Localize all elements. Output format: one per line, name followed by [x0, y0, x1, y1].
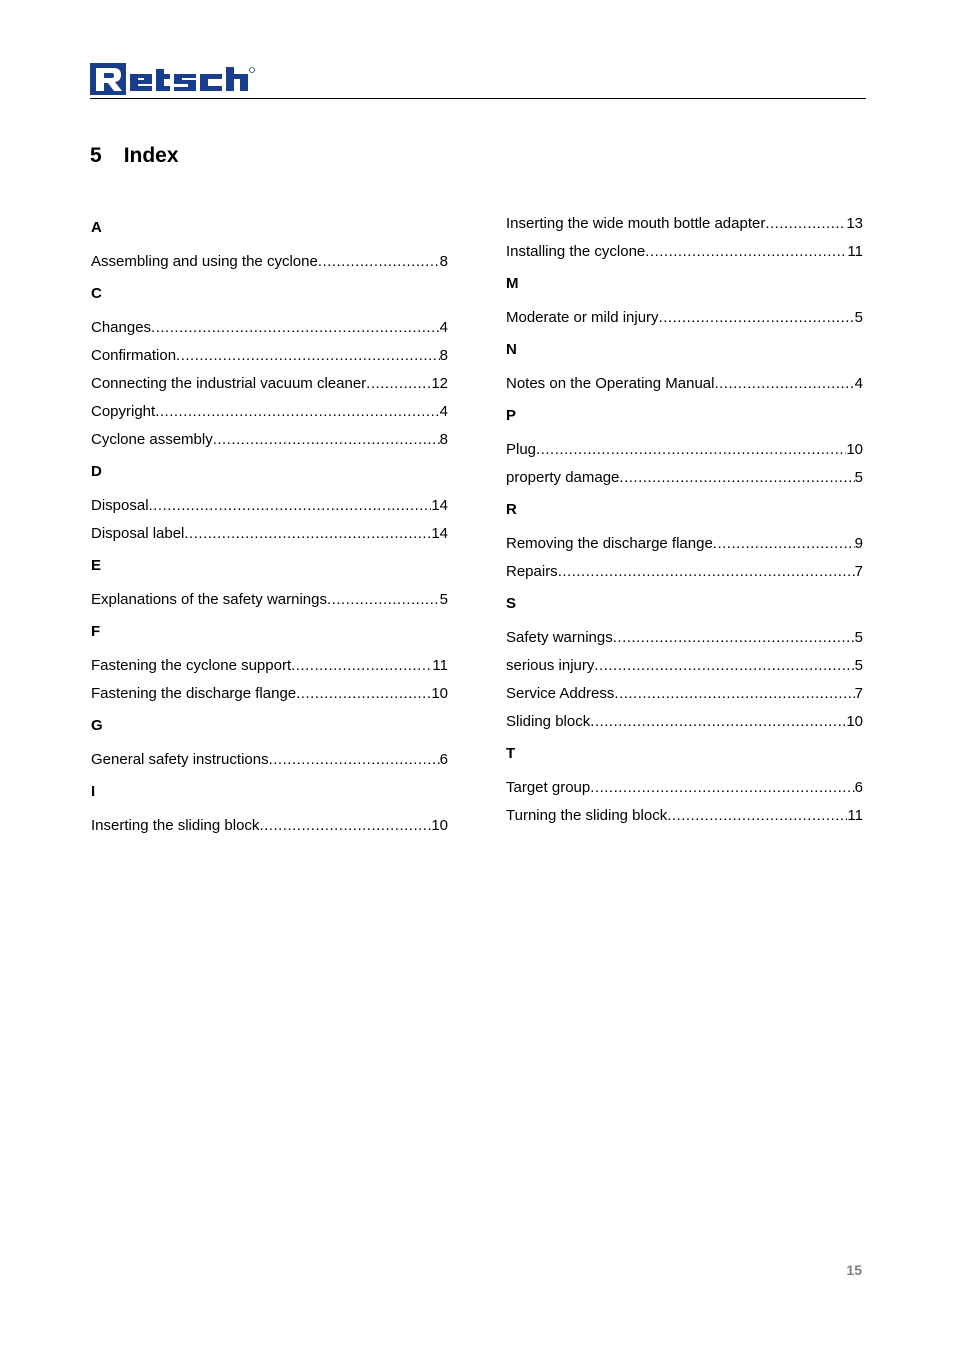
- index-entry-page: 5: [854, 629, 863, 646]
- index-entry-leader: [291, 652, 432, 680]
- index-entry-term: serious injury: [506, 657, 595, 674]
- index-entry-term: Repairs: [506, 563, 558, 580]
- index-entry[interactable]: [91, 370, 448, 398]
- index-letter-heading: T: [506, 745, 516, 762]
- index-entry-leader: [558, 558, 855, 586]
- index-entry-term: Disposal label: [91, 525, 185, 542]
- index-entry[interactable]: [506, 304, 863, 332]
- index-entry-leader: [149, 492, 432, 520]
- index-entry-page: 13: [846, 215, 863, 232]
- index-entry[interactable]: [91, 586, 448, 614]
- index-entry[interactable]: [506, 464, 863, 492]
- index-entry[interactable]: [506, 624, 863, 652]
- index-letter-heading: R: [506, 501, 517, 518]
- index-entry-term: Copyright: [91, 403, 156, 420]
- index-entry-term: Changes: [91, 319, 152, 336]
- index-entry-page: 4: [439, 319, 448, 336]
- index-entry-page: 5: [439, 591, 448, 608]
- index-entry[interactable]: [91, 492, 448, 520]
- index-group: [91, 774, 448, 840]
- index-entry-leader: [151, 314, 440, 342]
- index-entry-page: 11: [847, 807, 863, 824]
- index-entry[interactable]: [91, 652, 448, 680]
- index-entry-leader: [536, 436, 846, 464]
- index-entry[interactable]: [91, 680, 448, 708]
- index-entry-page: 8: [439, 253, 448, 270]
- index-entry[interactable]: [506, 680, 863, 708]
- index-entry-page: 11: [432, 657, 448, 674]
- index-column-right: [506, 210, 863, 830]
- index-entry-leader: [213, 426, 440, 454]
- index-group: [506, 398, 863, 492]
- index-entry[interactable]: [91, 248, 448, 276]
- index-entry[interactable]: [91, 520, 448, 548]
- index-entry[interactable]: [91, 426, 448, 454]
- index-entry-page: 6: [439, 751, 448, 768]
- index-entry-term: Assembling and using the cyclone: [91, 253, 318, 270]
- index-entry[interactable]: [506, 652, 863, 680]
- index-group: [91, 614, 448, 708]
- index-entry-leader: [296, 680, 431, 708]
- chapter-title: Index: [123, 144, 179, 167]
- index-entry[interactable]: [506, 558, 863, 586]
- index-entry-term: Turning the sliding block: [506, 807, 668, 824]
- index-entry-leader: [269, 746, 440, 774]
- chapter-heading: [90, 144, 179, 168]
- index-letter-heading: S: [506, 595, 517, 612]
- index-entry-term: Sliding block: [506, 713, 591, 730]
- index-letter-heading: P: [506, 407, 517, 424]
- index-entry-leader: [645, 238, 847, 266]
- index-entry-term: Moderate or mild injury: [506, 309, 659, 326]
- index-entry-page: 14: [431, 525, 448, 542]
- index-entry-leader: [590, 708, 846, 736]
- index-entry-term: Cyclone assembly: [91, 431, 213, 448]
- index-group: [506, 332, 863, 398]
- index-entry-leader: [714, 370, 854, 398]
- index-entry-leader: [619, 464, 854, 492]
- index-entry-leader: [667, 802, 847, 830]
- index-group: [91, 210, 448, 276]
- index-entry-page: 4: [439, 403, 448, 420]
- index-entry[interactable]: [91, 812, 448, 840]
- index-column-left: [91, 210, 448, 840]
- index-entry-leader: [713, 530, 855, 558]
- index-entry-term: Inserting the wide mouth bottle adapter: [506, 215, 766, 232]
- index-entry-page: 10: [431, 817, 448, 834]
- chapter-number: 5: [90, 144, 102, 167]
- index-entry[interactable]: [91, 746, 448, 774]
- index-entry-page: 5: [854, 469, 863, 486]
- index-entry-term: Inserting the sliding block: [91, 817, 260, 834]
- index-group: [506, 492, 863, 586]
- index-entry-page: 5: [854, 657, 863, 674]
- index-entry-term: Plug: [506, 441, 537, 458]
- index-letter-heading: F: [91, 623, 101, 640]
- index-entry[interactable]: [506, 210, 863, 238]
- index-group: [91, 548, 448, 614]
- index-entry-term: Explanations of the safety warnings: [91, 591, 327, 608]
- index-entry-leader: [594, 652, 854, 680]
- index-entry-term: Confirmation: [91, 347, 177, 364]
- index-group: [91, 708, 448, 774]
- index-entry-page: 4: [854, 375, 863, 392]
- index-letter-heading: I: [91, 783, 96, 800]
- index-entry-page: 6: [854, 779, 863, 796]
- index-entry-leader: [613, 624, 855, 652]
- page-header: [90, 62, 866, 99]
- retsch-logo: [90, 62, 256, 96]
- index-letter-heading: E: [91, 557, 102, 574]
- index-letter-heading: A: [91, 219, 102, 236]
- index-letter-heading: M: [506, 275, 519, 292]
- index-entry-term: property damage: [506, 469, 620, 486]
- index-entry[interactable]: [91, 342, 448, 370]
- index-letter-heading: N: [506, 341, 517, 358]
- index-group: [506, 210, 863, 266]
- index-entry-page: 8: [439, 431, 448, 448]
- index-entry-page: 11: [847, 243, 863, 260]
- index-entry-term: Fastening the discharge flange: [91, 685, 297, 702]
- index-entry-leader: [155, 398, 439, 426]
- page-number: 15: [846, 1262, 862, 1278]
- index-entry-leader: [765, 210, 846, 238]
- index-entry-page: 10: [846, 441, 863, 458]
- index-entry-term: Safety warnings: [506, 629, 613, 646]
- index-letter-heading: G: [91, 717, 103, 734]
- index-entry-page: 8: [439, 347, 448, 364]
- index-entry[interactable]: [506, 802, 863, 830]
- index-entry-page: 9: [854, 535, 863, 552]
- index-entry-leader: [614, 680, 854, 708]
- index-entry[interactable]: [506, 708, 863, 736]
- index-group: [91, 454, 448, 548]
- index-entry-page: 5: [854, 309, 863, 326]
- index-entry[interactable]: [506, 436, 863, 464]
- index-group: [506, 736, 863, 830]
- index-entry-leader: [184, 520, 431, 548]
- index-entry-leader: [590, 774, 854, 802]
- index-entry-leader: [327, 586, 440, 614]
- index-entry[interactable]: [91, 314, 448, 342]
- index-group: [506, 266, 863, 332]
- index-group: [91, 276, 448, 454]
- index-entry[interactable]: [506, 370, 863, 398]
- index-entry[interactable]: [91, 398, 448, 426]
- index-entry-term: General safety instructions: [91, 751, 269, 768]
- index-entry-page: 7: [854, 563, 863, 580]
- index-entry-term: Notes on the Operating Manual: [506, 375, 715, 392]
- index-entry[interactable]: [506, 238, 863, 266]
- index-entry-term: Removing the discharge flange: [506, 535, 713, 552]
- index-entry-term: Connecting the industrial vacuum cleaner: [91, 375, 367, 392]
- index-entry-leader: [259, 812, 431, 840]
- index-group: [506, 586, 863, 736]
- index-entry-page: 10: [431, 685, 448, 702]
- index-entry[interactable]: [506, 530, 863, 558]
- index-entry-leader: [366, 370, 431, 398]
- index-entry-page: 14: [431, 497, 448, 514]
- index-entry-leader: [659, 304, 855, 332]
- index-entry-term: Disposal: [91, 497, 149, 514]
- index-entry[interactable]: [506, 774, 863, 802]
- index-entry-page: 10: [846, 713, 863, 730]
- index-letter-heading: D: [91, 463, 102, 480]
- index-entry-leader: [318, 248, 440, 276]
- index-entry-term: Service Address: [506, 685, 615, 702]
- index-entry-term: Target group: [506, 779, 591, 796]
- index-letter-heading: C: [91, 285, 102, 302]
- index-entry-term: Fastening the cyclone support: [91, 657, 292, 674]
- index-entry-leader: [176, 342, 440, 370]
- index-entry-term: Installing the cyclone: [506, 243, 646, 260]
- index-entry-page: 7: [854, 685, 863, 702]
- index-entry-page: 12: [431, 375, 448, 392]
